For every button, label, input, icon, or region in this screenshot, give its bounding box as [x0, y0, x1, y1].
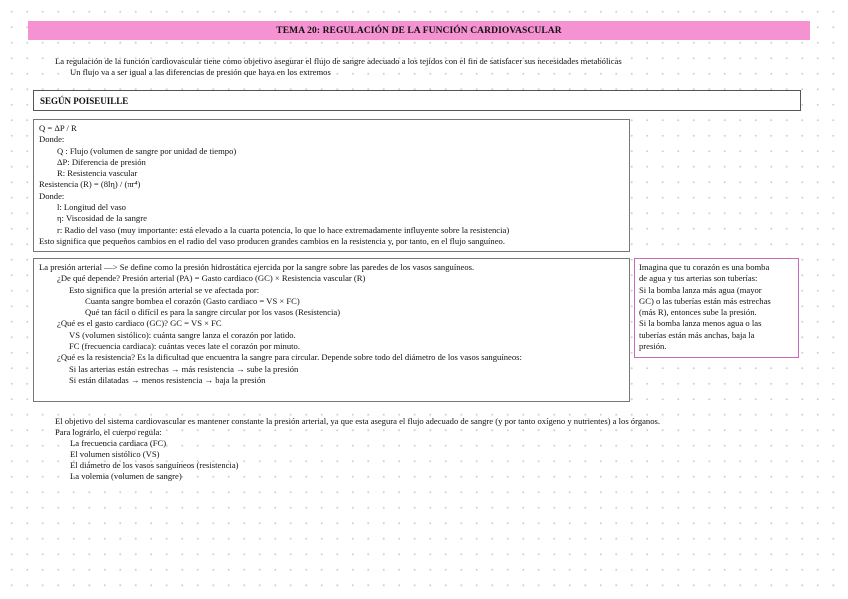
section-heading: SEGÚN POISEUILLE [33, 90, 801, 111]
formula-line: R: Resistencia vascular [57, 168, 138, 179]
conclusion-line: El objetivo del sistema cardiovascular es mantener constante la presión arterial, ya que esta asegura el flujo adecuado de sangre (y por tanto oxígeno y nutrientes) a los órganos. [55, 416, 661, 426]
formula-line: Donde: [39, 134, 65, 145]
pressure-line: ¿Qué es la resistencia? Es la dificultad que encuentra la sangre para circular. Depende sobre todo del diámetro de los vasos sanguíneos: [57, 352, 522, 363]
arterial-pressure-box [33, 258, 630, 402]
formula-line: r: Radio del vaso (muy importante: está elevado a la cuarta potencia, lo que lo hace extremadamente influyente sobre la resistencia) [57, 224, 510, 235]
pressure-line: Qué tan fácil o difícil es para la sangre circular por los vasos (Resistencia) [85, 307, 341, 318]
page-title: TEMA 20: REGULACIÓN DE LA FUNCIÓN CARDIOVASCULAR [28, 21, 810, 40]
pressure-line: La presión arterial —> Se define como la presión hidrostática ejercida por la sangre sobre las paredes de los vasos sanguíneos. [39, 262, 475, 272]
pressure-line: FC (frecuencia cardiaca): cuántas veces late el corazón por minuto. [69, 341, 300, 352]
note-line: de agua y tus arterias son tuberías: [639, 273, 758, 284]
note-line: Imagina que tu corazón es una bomba [639, 262, 770, 272]
formula-line: Q = ΔP / R [39, 123, 77, 133]
formula-line: ΔP: Diferencia de presión [57, 156, 146, 167]
intro-line-1: La regulación de la función cardiovascular tiene como objetivo asegurar el flujo de sangre adecuado a los tejidos con el fin de satisfacer sus necesidades metabólicas [55, 56, 622, 66]
formula-line: Esto significa que pequeños cambios en el radio del vaso producen grandes cambios en la resistencia y, por tanto, en el flujo sanguíneo. [39, 235, 505, 246]
pressure-line: Si las arterias están estrechas → más resistencia → sube la presión [69, 363, 299, 374]
pressure-line: ¿De qué depende? Presión arterial (PA) = Gasto cardiaco (GC) × Resistencia vascular (R) [57, 273, 366, 284]
analogy-note-box [634, 258, 799, 358]
formula-line: Donde: [39, 190, 65, 201]
note-line: tuberías están más anchas, baja la [639, 329, 755, 340]
conclusion-line: Para lograrlo, el cuerpo regula: [55, 427, 162, 437]
pressure-line: Cuanta sangre bombea el corazón (Gasto cardiaco = VS × FC) [85, 295, 300, 306]
note-line: (más R), entonces sube la presión. [639, 307, 757, 318]
pressure-line: Esto significa que la presión arterial se ve afectada por: [69, 284, 260, 295]
conclusion-line: El volumen sistólico (VS) [70, 449, 160, 459]
conclusion-line: La frecuencia cardiaca (FC) [70, 438, 167, 448]
formula-line: η: Viscosidad de la sangre [57, 213, 147, 224]
note-line: Si la bomba lanza más agua (mayor [639, 284, 762, 295]
formula-line: Resistencia (R) = (8lη) / (πr⁴) [39, 179, 141, 190]
note-line: presión. [639, 341, 667, 352]
conclusion-line: El diámetro de los vasos sanguíneos (resistencia) [70, 460, 239, 470]
poiseuille-formula-box [33, 119, 630, 252]
note-line: GC) o las tuberías están más estrechas [639, 295, 771, 306]
note-line: Si la bomba lanza menos agua o las [639, 318, 762, 329]
pressure-line: ¿Qué es el gasto cardiaco (GC)? GC = VS × FC [57, 318, 222, 329]
conclusion-line: La volemia (volumen de sangre) [70, 471, 182, 481]
pressure-line: Si están dilatadas → menos resistencia → baja la presión [69, 374, 266, 385]
intro-line-2: Un flujo va a ser igual a las diferencias de presión que haya en los extremos [70, 67, 331, 77]
formula-line: l: Longitud del vaso [57, 202, 126, 213]
pressure-line: VS (volumen sistólico): cuánta sangre lanza el corazón por latido. [69, 329, 296, 340]
formula-line: Q : Flujo (volumen de sangre por unidad de tiempo) [57, 145, 237, 156]
